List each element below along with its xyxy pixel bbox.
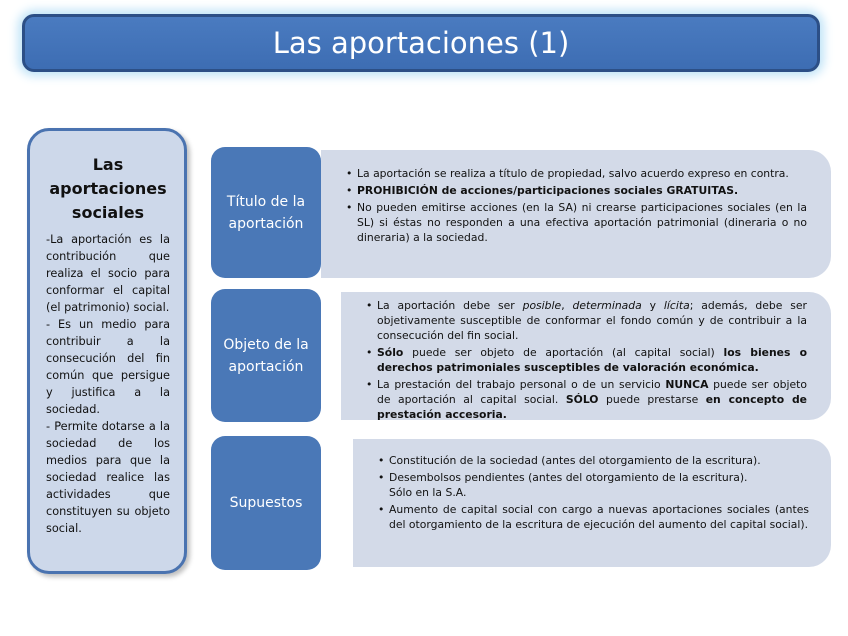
row-supuestos	[211, 436, 831, 570]
bullet-italic: determinada	[572, 299, 642, 312]
bullet-item: • La aportación se realiza a título de propiedad, salvo acuerdo expreso en contra.	[357, 166, 807, 181]
bullet-item	[377, 345, 807, 375]
bullet-item: • Constitución de la sociedad (antes del otorgamiento de la escritura).	[389, 453, 809, 468]
row-label: Título de la aportación	[211, 147, 321, 278]
bullet-bold: Sólo	[377, 346, 404, 359]
bullet-bold: los bienes o derechos patrimoniales susceptibles de valoración económica.	[377, 346, 807, 374]
bullet-bold: en concepto de prestación accesoria.	[377, 393, 807, 421]
title-banner	[22, 14, 820, 72]
sidebar-heading: Las aportaciones sociales	[49, 155, 167, 222]
bullet-bold: PROHIBICIÓN de acciones/participaciones sociales GRATUITAS.	[357, 184, 739, 197]
bullet-italic: lícita	[663, 299, 690, 312]
bullet-text: La aportación debe ser	[377, 299, 523, 312]
sidebar-panel	[27, 128, 187, 574]
bullet-item	[357, 183, 807, 198]
bullet-text: puede ser objeto de aportación (al capital social)	[403, 346, 724, 359]
bullet-italic: posible	[522, 299, 562, 312]
sidebar-line: -La aportación es la contribución que realiza el socio para conformar el capital (el patrimonio) social.	[46, 233, 170, 314]
bullet-item	[377, 377, 807, 422]
bullet-bold: SÓLO	[565, 393, 599, 406]
row-objeto	[211, 289, 831, 422]
row-body	[353, 439, 831, 567]
bullet-text: y	[641, 299, 664, 312]
sidebar-line: - Permite dotarse a la sociedad de los medios para que la sociedad realice las actividades que constituyen su objeto social.	[46, 420, 170, 535]
bullet-bold: NUNCA	[665, 378, 709, 391]
bullet-text: Sólo en la S.A.	[389, 486, 467, 499]
row-label: Supuestos	[211, 436, 321, 570]
bullet-text: La prestación del trabajo personal o de un servicio	[377, 378, 666, 391]
bullet-text: ,	[561, 299, 573, 312]
sidebar-line: - Es un medio para contribuir a la consecución del fin común que persigue y justifica a la sociedad.	[46, 318, 170, 416]
bullet-text: Desembolsos pendientes (antes del otorgamiento de la escritura).	[389, 471, 748, 484]
bullet-item	[377, 298, 807, 343]
bullet-text: ; además, debe ser objetivamente susceptible de conformar el fondo común y de contribuir a la consecución del fin social.	[377, 299, 807, 342]
bullet-item: • No pueden emitirse acciones (en la SA) ni crearse participaciones sociales (en la SL) si éstas no responden a una efectiva aportación patrimonial (dineraria o no dineraria) a la sociedad.	[357, 200, 807, 245]
bullet-item	[389, 470, 809, 500]
bullet-text: puede prestarse	[598, 393, 706, 406]
row-label: Objeto de la aportación	[211, 289, 321, 422]
bullet-item: • Aumento de capital social con cargo a nuevas aportaciones sociales (antes del otorgamiento de la escritura de ejecución del aumento del capital social).	[389, 502, 809, 532]
bullet-text: puede ser objeto de aportación al capital social.	[377, 378, 807, 406]
page-title: Las aportaciones (1)	[272, 26, 570, 60]
row-body	[341, 292, 831, 420]
row-titulo	[211, 147, 831, 278]
row-body	[321, 150, 831, 278]
